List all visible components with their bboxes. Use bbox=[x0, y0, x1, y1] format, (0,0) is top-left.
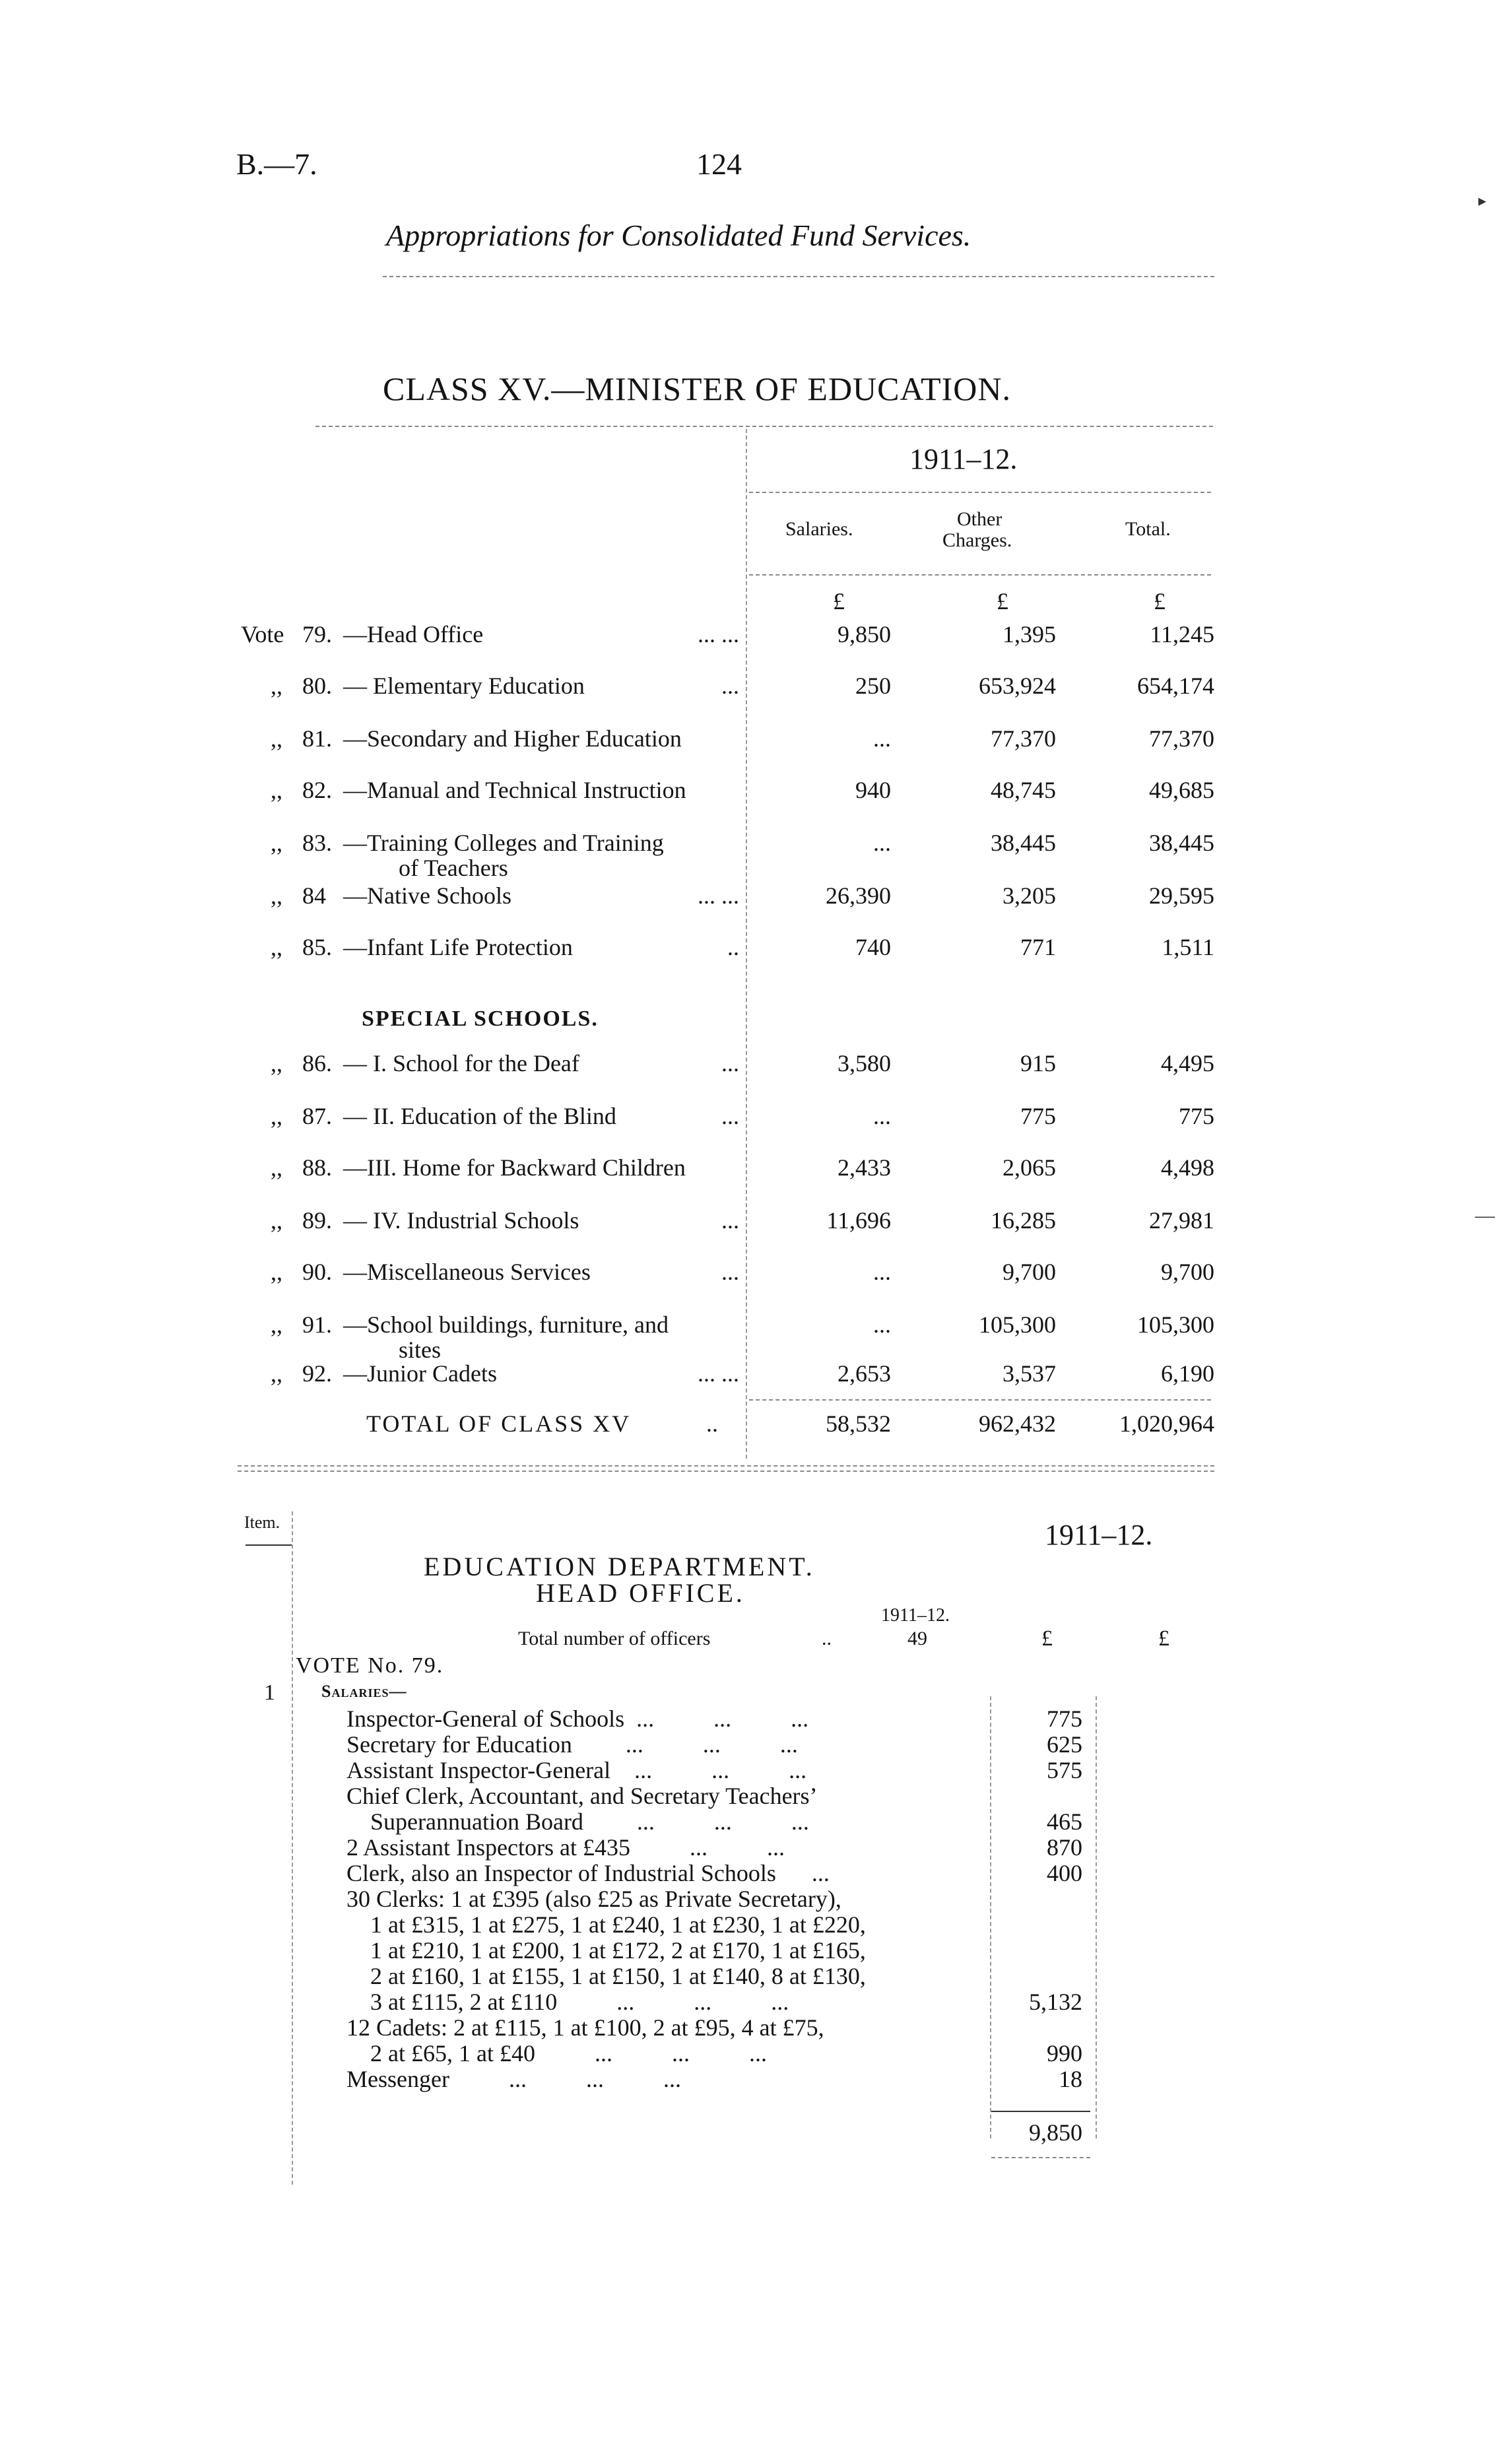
vote-other-charges: 775 bbox=[1020, 1103, 1056, 1129]
vote-other-charges: 77,370 bbox=[991, 725, 1056, 752]
dept-total: 9,850 bbox=[1029, 2119, 1082, 2146]
vote-description: — I. School for the Deaf bbox=[343, 1050, 579, 1076]
vote-description: —III. Home for Backward Children bbox=[343, 1154, 686, 1181]
vote-total: 49,685 bbox=[1149, 777, 1214, 803]
total-salaries: 58,532 bbox=[826, 1410, 891, 1437]
vote-other-charges: 3,537 bbox=[1003, 1360, 1056, 1387]
col-total-header: Total. bbox=[1125, 518, 1171, 540]
salary-line-amount: 465 bbox=[1047, 1808, 1082, 1835]
vote-number: 90. bbox=[302, 1259, 332, 1285]
salary-line-text: 2 Assistant Inspectors at £435 ... ... bbox=[346, 1834, 785, 1861]
vote-other-charges: 771 bbox=[1020, 934, 1056, 960]
dept-total-rule bbox=[991, 2111, 1090, 2112]
year-rule bbox=[749, 492, 1211, 493]
vote-salaries: ... bbox=[873, 1311, 891, 1338]
special-schools-heading: SPECIAL SCHOOLS. bbox=[362, 1007, 599, 1031]
vote-number: 82. bbox=[302, 777, 332, 803]
salary-line-text: Chief Clerk, Accountant, and Secretary Teachers’ bbox=[346, 1783, 818, 1809]
amount-divider-right bbox=[1096, 1696, 1097, 2138]
salary-line-text: 2 at £160, 1 at £155, 1 at £150, 1 at £140, 8 at £130, bbox=[346, 1963, 866, 1989]
vote-number: 86. bbox=[302, 1050, 332, 1076]
vote-other-charges: 38,445 bbox=[991, 830, 1056, 856]
vote-leader: ... bbox=[721, 673, 739, 699]
salary-line-text: 3 at £115, 2 at £110 ... ... ... bbox=[346, 1989, 789, 2015]
office-title: HEAD OFFICE. bbox=[536, 1578, 745, 1608]
vote-number: 85. bbox=[302, 934, 332, 960]
vote-number: 79. bbox=[302, 621, 332, 647]
dept-currency-1: £ bbox=[1041, 1626, 1053, 1651]
header-rule bbox=[749, 574, 1211, 576]
col-other-header-2: Charges. bbox=[942, 529, 1012, 551]
item-number: 1 bbox=[264, 1680, 275, 1705]
vote-prefix: ,, bbox=[271, 830, 282, 856]
vote-total: 654,174 bbox=[1137, 673, 1214, 699]
salaries-heading: Salaries— bbox=[321, 1682, 407, 1701]
vote-total: 77,370 bbox=[1149, 725, 1214, 752]
vote-number-label: VOTE No. 79. bbox=[296, 1653, 444, 1678]
vote-description: —Infant Life Protection bbox=[343, 934, 573, 960]
class-end-rule-2 bbox=[238, 1471, 1214, 1472]
vote-number: 87. bbox=[302, 1103, 332, 1129]
dept-currency-2: £ bbox=[1158, 1626, 1169, 1651]
vote-total: 27,981 bbox=[1149, 1207, 1214, 1234]
currency-salaries: £ bbox=[833, 588, 845, 614]
vote-leader: ... bbox=[721, 1259, 739, 1285]
vote-other-charges: 3,205 bbox=[1003, 882, 1056, 909]
item-column-label: Item. bbox=[244, 1513, 280, 1532]
vote-total: 4,495 bbox=[1161, 1050, 1214, 1076]
item-divider bbox=[292, 1511, 293, 2185]
vote-number: 88. bbox=[302, 1154, 332, 1181]
salary-line-text: 1 at £315, 1 at £275, 1 at £240, 1 at £230, 1 at £220, bbox=[346, 1911, 866, 1938]
salary-line-amount: 775 bbox=[1047, 1705, 1082, 1732]
vote-description: —Manual and Technical Instruction bbox=[343, 777, 686, 803]
vote-prefix: ,, bbox=[271, 1154, 282, 1181]
class-year: 1911–12. bbox=[909, 443, 1018, 475]
dept-title: EDUCATION DEPARTMENT. bbox=[424, 1552, 815, 1581]
vote-total: 4,498 bbox=[1161, 1154, 1214, 1181]
dept-total-underline bbox=[991, 2157, 1090, 2158]
vote-description: — Elementary Education bbox=[343, 673, 585, 699]
vote-leader: ... bbox=[721, 1050, 739, 1076]
vote-total: 6,190 bbox=[1161, 1360, 1214, 1387]
document-reference: B.—7. bbox=[236, 147, 317, 181]
vote-salaries: 740 bbox=[855, 934, 891, 960]
officers-count: 49 bbox=[907, 1628, 927, 1649]
class-title: CLASS XV.—MINISTER OF EDUCATION. bbox=[383, 370, 1011, 407]
vote-prefix: ,, bbox=[271, 673, 282, 699]
vote-salaries: 3,580 bbox=[838, 1050, 891, 1076]
salary-line-text: 1 at £210, 1 at £200, 1 at £172, 2 at £170, 1 at £165, bbox=[346, 1937, 866, 1964]
salary-line-text: 30 Clerks: 1 at £395 (also £25 as Private Secretary), bbox=[346, 1886, 841, 1912]
class-rule bbox=[315, 426, 1213, 427]
vote-salaries: ... bbox=[873, 1259, 891, 1285]
vote-salaries: 250 bbox=[855, 673, 891, 699]
vote-description: —Head Office bbox=[343, 621, 484, 647]
total-total: 1,020,964 bbox=[1119, 1410, 1214, 1437]
vote-description: —School buildings, furniture, and bbox=[343, 1311, 669, 1338]
vote-prefix: ,, bbox=[271, 934, 282, 960]
vote-prefix: ,, bbox=[271, 1259, 282, 1285]
currency-total: £ bbox=[1154, 588, 1166, 614]
col-other-header-1: Other bbox=[957, 508, 1003, 530]
vote-salaries: 26,390 bbox=[826, 882, 891, 909]
vote-salaries: ... bbox=[873, 1103, 891, 1129]
vote-total: 29,595 bbox=[1149, 882, 1214, 909]
vote-salaries: 940 bbox=[855, 777, 891, 803]
salary-line-text: 2 at £65, 1 at £40 ... ... ... bbox=[346, 2040, 767, 2067]
vote-other-charges: 1,395 bbox=[1003, 621, 1056, 647]
vote-salaries: 2,433 bbox=[838, 1154, 891, 1181]
salary-line-text: Clerk, also an Inspector of Industrial Schools ... bbox=[346, 1860, 830, 1886]
salary-line-amount: 625 bbox=[1047, 1731, 1082, 1758]
vote-description: — IV. Industrial Schools bbox=[343, 1207, 579, 1234]
salary-line-amount: 990 bbox=[1047, 2040, 1082, 2067]
vote-other-charges: 105,300 bbox=[979, 1311, 1056, 1338]
margin-mark: ▸ bbox=[1478, 193, 1487, 210]
officers-label: Total number of officers bbox=[518, 1628, 711, 1649]
vote-number: 81. bbox=[302, 725, 332, 752]
salary-line-amount: 575 bbox=[1047, 1757, 1082, 1783]
salary-line-text: 12 Cadets: 2 at £115, 1 at £100, 2 at £95, 4 at £75, bbox=[346, 2014, 824, 2041]
total-leader: .. bbox=[706, 1410, 718, 1437]
vote-leader: ... bbox=[721, 1103, 739, 1129]
vote-other-charges: 653,924 bbox=[979, 673, 1056, 699]
vote-number: 92. bbox=[302, 1360, 332, 1387]
vote-description-cont: sites bbox=[399, 1337, 442, 1363]
vote-prefix: ,, bbox=[271, 1103, 282, 1129]
vote-leader: ... ... bbox=[698, 1360, 739, 1387]
vote-number: 84 bbox=[302, 882, 326, 909]
item-rule bbox=[246, 1544, 292, 1546]
vote-total: 9,700 bbox=[1161, 1259, 1214, 1285]
vote-salaries: 2,653 bbox=[838, 1360, 891, 1387]
salary-line-text: Assistant Inspector-General ... ... ... bbox=[346, 1757, 807, 1783]
total-label: TOTAL OF CLASS XV bbox=[366, 1410, 632, 1437]
salary-line-text: Superannuation Board ... ... ... bbox=[346, 1808, 809, 1835]
page-title: Appropriations for Consolidated Fund Services. bbox=[386, 218, 971, 252]
officers-leader: .. bbox=[822, 1628, 832, 1649]
page-number: 124 bbox=[696, 147, 742, 181]
vote-total: 105,300 bbox=[1137, 1311, 1214, 1338]
vote-other-charges: 48,745 bbox=[991, 777, 1056, 803]
salary-line-text: Messenger ... ... ... bbox=[346, 2066, 681, 2092]
vote-salaries: 11,696 bbox=[826, 1207, 891, 1234]
vote-description: —Native Schools bbox=[343, 882, 511, 909]
vote-description-cont: of Teachers bbox=[399, 855, 508, 881]
officers-year: 1911–12. bbox=[881, 1605, 950, 1626]
vote-description: —Miscellaneous Services bbox=[343, 1259, 591, 1285]
vote-other-charges: 16,285 bbox=[991, 1207, 1056, 1234]
vote-prefix: ,, bbox=[271, 1360, 282, 1387]
vote-description: —Junior Cadets bbox=[343, 1360, 497, 1387]
vote-number: 83. bbox=[302, 830, 332, 856]
vote-other-charges: 915 bbox=[1020, 1050, 1056, 1076]
salary-line-text: Inspector-General of Schools ... ... ... bbox=[346, 1705, 809, 1732]
total-rule bbox=[749, 1399, 1211, 1401]
vote-total: 1,511 bbox=[1162, 934, 1214, 960]
vote-leader: ... bbox=[721, 1207, 739, 1234]
vote-prefix: ,, bbox=[271, 882, 282, 909]
vote-leader: ... ... bbox=[698, 621, 739, 647]
vote-leader: ... ... bbox=[698, 882, 739, 909]
salary-line-amount: 870 bbox=[1047, 1834, 1082, 1861]
class-end-rule bbox=[238, 1465, 1214, 1467]
col-salaries-header: Salaries. bbox=[785, 518, 853, 540]
vote-description: —Training Colleges and Training bbox=[343, 830, 664, 856]
vote-description: — II. Education of the Blind bbox=[343, 1103, 616, 1129]
vote-total: 38,445 bbox=[1149, 830, 1214, 856]
vote-total: 775 bbox=[1179, 1103, 1214, 1129]
vote-leader: .. bbox=[727, 934, 739, 960]
vote-prefix: ,, bbox=[271, 1311, 282, 1338]
vote-other-charges: 2,065 bbox=[1003, 1154, 1056, 1181]
vote-number: 80. bbox=[302, 673, 332, 699]
vote-salaries: 9,850 bbox=[838, 621, 891, 647]
table-divider bbox=[746, 429, 747, 1459]
vote-number: 89. bbox=[302, 1207, 332, 1234]
salary-line-amount: 400 bbox=[1047, 1860, 1082, 1886]
salary-line-amount: 5,132 bbox=[1029, 1989, 1082, 2015]
vote-number: 91. bbox=[302, 1311, 332, 1338]
vote-prefix: Vote bbox=[241, 621, 284, 647]
total-other: 962,432 bbox=[979, 1410, 1056, 1437]
vote-description: —Secondary and Higher Education bbox=[343, 725, 682, 752]
vote-total: 11,245 bbox=[1150, 621, 1214, 647]
vote-other-charges: 9,700 bbox=[1003, 1259, 1056, 1285]
vote-salaries: ... bbox=[873, 725, 891, 752]
title-rule bbox=[383, 276, 1214, 277]
vote-prefix: ,, bbox=[271, 777, 282, 803]
salary-line-text: Secretary for Education ... ... ... bbox=[346, 1731, 798, 1758]
salary-line-amount: 18 bbox=[1059, 2066, 1082, 2092]
vote-prefix: ,, bbox=[271, 725, 282, 752]
margin-dash: — bbox=[1475, 1205, 1495, 1226]
vote-prefix: ,, bbox=[271, 1050, 282, 1076]
vote-prefix: ,, bbox=[271, 1207, 282, 1234]
vote-salaries: ... bbox=[873, 830, 891, 856]
dept-year: 1911–12. bbox=[1045, 1519, 1153, 1551]
currency-other: £ bbox=[997, 588, 1008, 614]
